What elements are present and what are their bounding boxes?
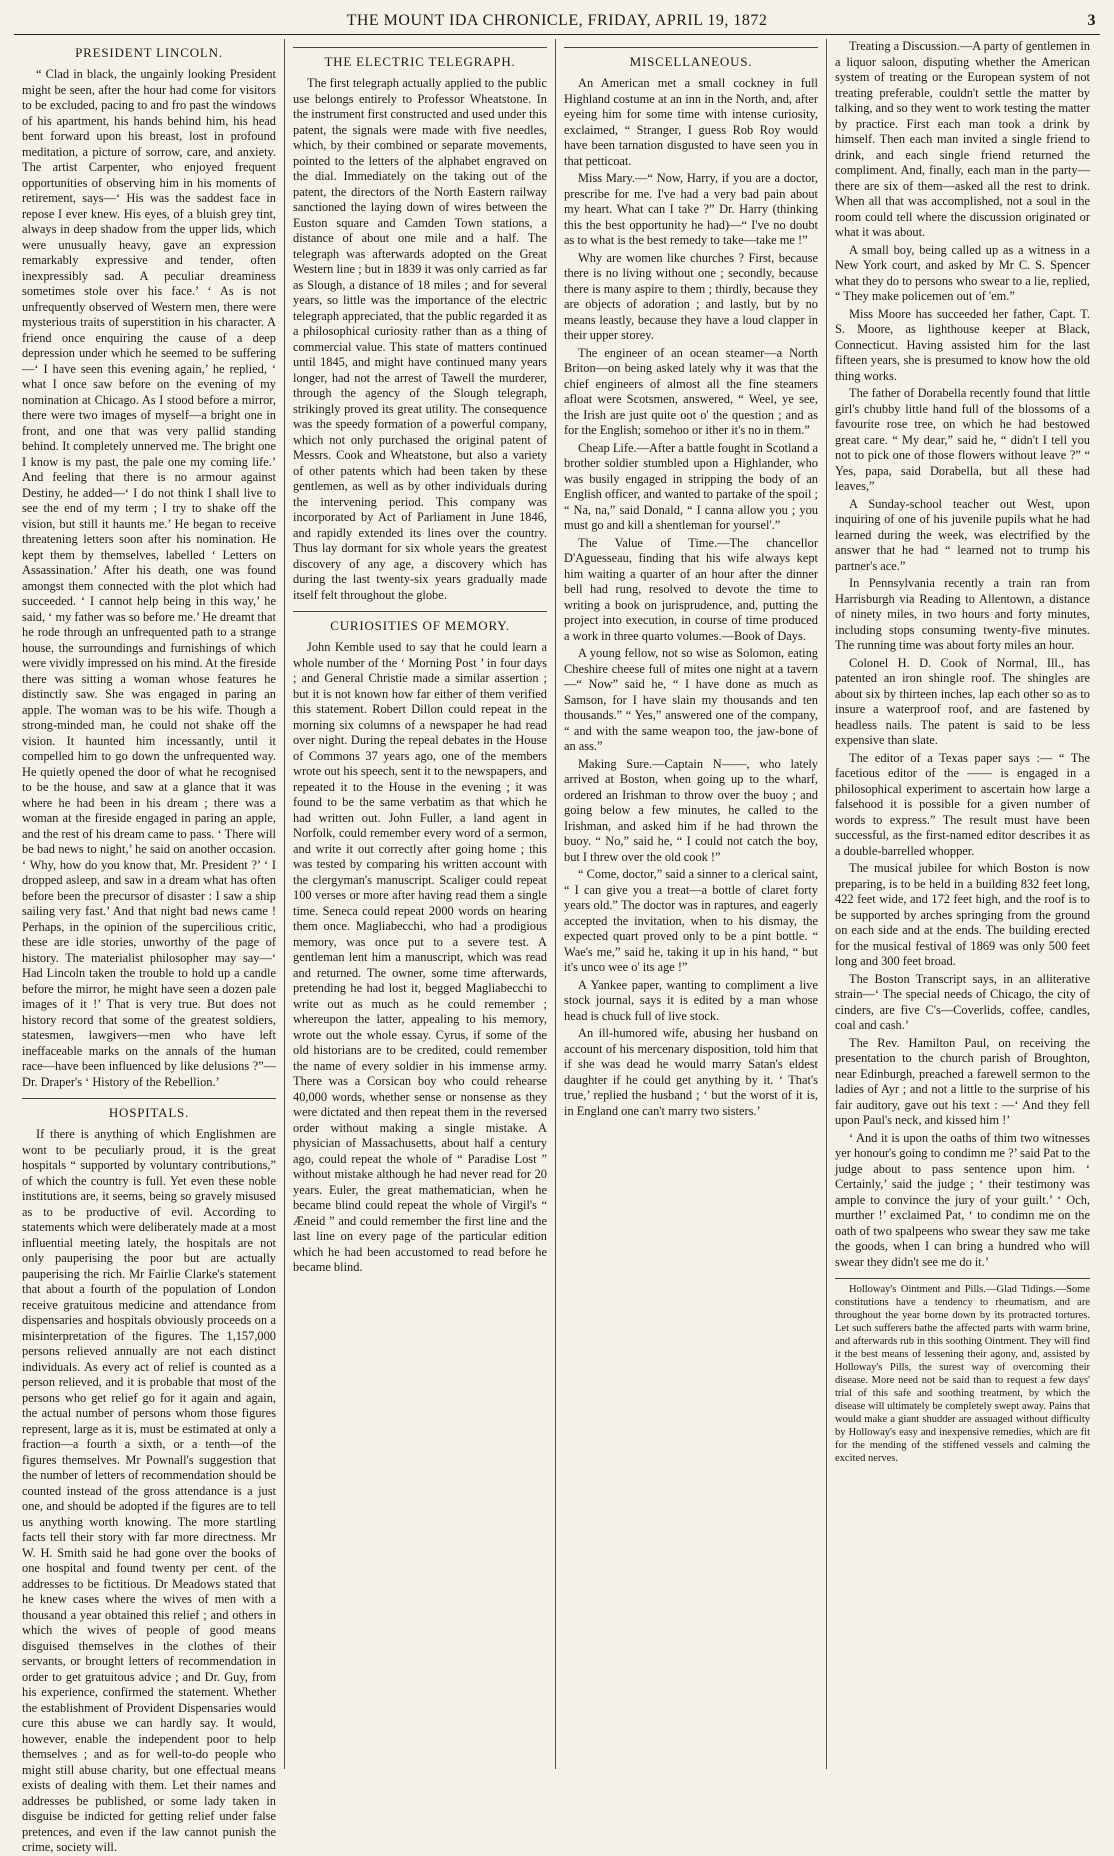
column-1 <box>14 39 285 1854</box>
misc-paragraph: Miss Mary.—“ Now, Harry, if you are a doctor, prescribe for me. I've had a very bad pain about my heart. What can I take ?” Dr. Harry (thinking this the best opportunity he had)—“ I've no doubt as to what is the best remedy to take—take me !” <box>564 171 818 247</box>
misc-paragraph: A small boy, being called up as a witness in a New York court, and asked by Mr C. S. Spencer what they do to persons who swear to a lie, replied, “ They make policemen out of 'em.” <box>835 242 1090 303</box>
misc-paragraph: The Rev. Hamilton Paul, on receiving the presentation to the church parish of Broughton, near Edinburgh, preached a farewell sermon to the ladies of Ayr ; and not a little to the surprise of his fair auditory, gave out his text : —‘ And they fell upon Paul's neck, and kissed him !’ <box>835 1035 1090 1127</box>
misc-paragraph: A Sunday-school teacher out West, upon inquiring of one of his juvenile pupils what he had learned during the week, was electrified by the answer that he had “ learned not to trump his partner's ace.” <box>835 496 1090 573</box>
misc-paragraph: Miss Moore has succeeded her father, Capt. T. S. Moore, as lighthouse keeper at Black, Connecticut. Having assisted him for the last fifteen years, she is presumed to know how the old thing works. <box>835 306 1090 383</box>
column-3 <box>556 39 827 1769</box>
masthead <box>14 6 1100 35</box>
misc-paragraph: The musical jubilee for which Boston is now preparing, is to be held in a building 832 feet long, 422 feet wide, and 172 feet high, and the roof is to be supported by arches springing from the ground on each side and at the ends. The building erected for the musical festival of 1869 was only 500 feet long and 300 feet broad. <box>835 861 1090 968</box>
column-4 <box>827 39 1098 1769</box>
misc-paragraph: “ Come, doctor,” said a sinner to a clerical saint, “ I can give you a treat—a bottle of claret forty years old.” The doctor was in raptures, and eagerly accepted the invitation, when to his dismay, the expected quart proved only to be a pint bottle. “ Wae's me,” said he, taking it up in his hand, “ but it's unco wee o' its age !” <box>564 867 818 974</box>
misc-paragraph: Why are women like churches ? First, because there is no living without one ; secondly, because there is many aspire to them ; thirdly, because they are objects of adoration ; and lastly, but by no means leastly, because they have a loud clapper in their upper storey. <box>564 250 818 342</box>
column-2 <box>285 39 556 1769</box>
misc-paragraph: A Yankee paper, wanting to compliment a live stock journal, says it is edited by a man whose head is chuck full of live stock. <box>564 977 818 1023</box>
telegraph-paragraph: The first telegraph actually applied to the public use belongs entirely to Professor Wheatstone. In the instrument first constructed and used under this patent, the signals were made with five needles, which, by their combined or separate movements, pointed to the letters of the alphabet engraved on the dial. Immediately on the taking out of the patent, the directors of the North Eastern railway sanctioned the laying down of wires between the Euston square and Camden Town stations, a distance of about one mile and a half. The telegraph was afterwards adopted on the Great Western line ; but in 1839 it was only carried as far as Slough, a distance of 18 miles ; and for several years, so little was the importance of the electric telegraph appreciated, that the public regarded it as a philosophical curiosity rather than as a thing of commercial value. This state of matters continued until 1845, and might have continued many years longer, had not the arrest of Tawell the murderer, through the agency of the Slough telegraph, strikingly proved its great utility. The consequence was the speedy formation of a powerful company, which not only purchased the original patent of Messrs. Cook and Wheatstone, but also a variety of other patents which had been taken by these gentlemen, as well as by other individuals during the intervening period. This company was incorporated by Act of Parliament in June 1846, and rapidly extended its lines over the country. Thus lay dormant for six whole years the greatest discovery of any age, a discovery which has during the last twenty-six years gradually made itself felt throughout the globe. <box>293 76 547 602</box>
misc-paragraph: ‘ And it is upon the oaths of thim two witnesses yer honour's going to condimn me ?’ said Pat to the judge about to pass sentence upon him. ‘ Certainly,’ said the judge ; ‘ their testimony was ample to convince the jury of your guilt.’ ‘ Och, murther !’ exclaimed Pat, ‘ to condimn me on the oath of two spalpeens who swear they saw me take the goods, when I can bring a hundred who will swear they didn't see me do it.’ <box>835 1130 1090 1269</box>
columns <box>14 39 1100 1854</box>
misc-paragraph: Colonel H. D. Cook of Normal, Ill., has patented an iron shingle roof. The shingles are about six by thirteen inches, lap each other so as to insure a waterproof roof, and are fastened by headless nails. The patent is said to be less expensive than slate. <box>835 655 1090 747</box>
hospitals-paragraph: If there is anything of which Englishmen are wont to be peculiarly proud, it is the great hospitals “ supported by voluntary contributions,” of which the country is full. Yet even these noble institutions are, it seems, being so gravely misused as to be productive of evil. According to statements which were deliberately made at a most influential meeting lately, the hospitals are not only pauperising the poor but are actually pauperising the rich. Mr Fairlie Clarke's statement that about a fourth of the population of London receive gratuitous medicine and attendance from dispensaries and hospitals obviously proceeds on a misinterpretation of the figures. The 1,157,000 persons relieved annually are not each distinct individuals. As every act of relief is counted as a person relieved, and it is probable that most of the persons who get relief go for it again and again, the actual number of persons whom those figures represent, large as it is, must be estimated at only a fraction—a fourth a sixth, or a tenth—of the figures themselves. Mr Pownall's suggestion that the number of letters of recommendation should be counted instead of the gross attendance is a just one, and should be adopted if the figures are to tell us anything worth knowing. The more startling facts tell their story with far more directness. Mr W. H. Smith said he had gone over the books of one hospital and found twenty per cent. of the addresses to be fictitious. Dr Meadows stated that he knew cases where the wives of men with a thousand a year obtained this relief ; and others in which the wives of people of good means disguised themselves in the clothes of their servants, or brought letters of recommendation in order to get gratuitous advice ; and Dr. Guy, from his experience, confirmed the statement. Whether the establishment of Provident Dispensaries would cure this abuse we can hardly say. It would, however, enable the independent poor to help themselves ; and as for well-to-do people who might still abuse charity, but one effectual means exists of dealing with them. Let their names and addresses be published, or some lady taken in disguise be indicted for getting relief under false pretences, and even if the law cannot punish the crime, society will. <box>22 1127 276 1854</box>
misc-paragraph: Making Sure.—Captain N——, who lately arrived at Boston, when going up to the wharf, ordered an Irishman to throw over the buoy ; and going below a few minutes, he called to the Irishman, and asked him if he had thrown the buoy. “ No,” said he, “ I could not catch the boy, but I threw over the old cook !” <box>564 756 818 864</box>
misc-paragraph: The father of Dorabella recently found that little girl's chubby little hand full of the blossoms of a favourite rose tree, on which he had bestowed great care. “ My dear,” said he, “ didn't I tell you not to pick one of those flowers without leave ?” “ Yes, papa, said Dorabella, but all these had leaves,” <box>835 386 1090 493</box>
holloway-advertisement <box>835 1278 1090 1465</box>
page-number: 3 <box>1087 12 1096 29</box>
divider <box>564 47 818 48</box>
misc-paragraph: Cheap Life.—After a battle fought in Scotland a brother soldier stumbled upon a Highlander, who was busily engaged in stripping the body of an English officer, and wanted to partake of the spoil ; “ Na, na,” said Donald, “ I canna allow you ; you must go and kill a shentleman for yoursel'.” <box>564 440 818 532</box>
advertisement-text: Holloway's Ointment and Pills.—Glad Tidings.—Some constitutions have a tendency to rheumatism, and are throughout the year borne down by its protracted tortures. Let such sufferers bathe the affected parts with warm brine, and afterwards rub in this soothing Ointment. They will find it the best means of lessening their agony, and, assisted by Holloway's Pills, the surest way of overcoming their disease. More need not be said than to request a few days' trial of this safe and soothing treatment, by which the disease will ultimately be completely swept away. Pains that would make a giant shudder are assuaged without difficulty by Holloway's easy and inexpensive remedies, which are fit for the mending of the stiffened vessels and calming the excited nerves. <box>835 1284 1090 1464</box>
misc-paragraph: Treating a Discussion.—A party of gentlemen in a liquor saloon, disputing whether the American system of treating or the European system of not treating preferable, couldn't settle the matter by talking, and so they went to work testing the matter by practice. First each man took a drink by himself. Then each man invited a single friend to drink, and each single friend returned the compliment. And, finally, each man in the party—there are six of them—asked all the rest to drink. When all that was accomplished, not a soul in the room could tell where the discussion originated or what it was about. <box>835 39 1090 239</box>
misc-paragraph: The engineer of an ocean steamer—a North Briton—on being asked lately why it was that the chief engineers of almost all the fine steamers afloat were Scotsmen, answered, “ Weel, ye see, the Irish are just quite oot o' the question ; and as for the English; somehoo or ither it's no in them.” <box>564 345 818 437</box>
newspaper-title: THE MOUNT IDA CHRONICLE, FRIDAY, APRIL 19, 1872 <box>346 12 768 29</box>
heading-hospitals: HOSPITALS. <box>108 1105 190 1120</box>
misc-paragraph: In Pennsylvania recently a train ran from Harrisburgh via Reading to Allentown, a distance of ninety miles, in two hours and forty minutes, including stops consuming twenty-five minutes. The running time was about forty miles an hour. <box>835 576 1090 652</box>
heading-telegraph: THE ELECTRIC TELEGRAPH. <box>324 54 516 69</box>
misc-paragraph: An American met a small cockney in full Highland costume at an inn in the North, and, after eyeing him for some time with intense curiosity, exclaimed, “ Stranger, I guess Rob Roy would have been tarnation disgusted to have seen you in that petticoat. <box>564 76 818 168</box>
misc-paragraph: The Value of Time.—The chancellor D'Aguesseau, finding that his wife always kept him waiting a quarter of an hour after the dinner bell had rung, resolved to devote the time to writing a book on jurisprudence, and, putting the project into execution, in course of time produced a work in three quarto volumes.—Book of Days. <box>564 535 818 643</box>
heading-memory: CURIOSITIES OF MEMORY. <box>330 618 510 633</box>
misc-paragraph: An ill-humored wife, abusing her husband on account of his mercenary disposition, told him that if she was dead he would marry Satan's eldest daughter if he could get anything by it. ‘ That's true,’ replied the husband ; ‘ but the worst of it is, in England one can't marry two sisters.’ <box>564 1026 818 1118</box>
misc-paragraph: A young fellow, not so wise as Solomon, eating Cheshire cheese full of mites one night at a tavern—“ Now” said he, “ I have done as much as Samson, for I have slain my thousands and ten thousands.” “ Yes,” answered one of the company, “ and with the same weapon too, the jaw-bone of an ass.” <box>564 646 818 753</box>
lincoln-paragraph: “ Clad in black, the ungainly looking President might be seen, after the hour had come for visitors to be excluded, pacing to and fro past the windows of his apartment, his hands behind him, his head bent forward upon his breast, lost in profound meditation, a picture of sorrow, care, and anxiety. The artist Carpenter, who enjoyed frequent opportunities of observing him in his moments of retirement, says—‘ His was the saddest face in repose I ever knew. His eyes, of a bluish grey tint, always in deep shadow from the upper lids, which were unusually heavy, gave an expression remarkably expressive and tender, often inexpressibly sad. A peculiar dreaminess sometimes stole over his face.’ ‘ As is not unfrequently observed of Western men, there were mysterious traits of superstition in his character. A friend once enquiring the cause of a deep depression under which he seemed to be suffering—‘ I have seen this evening again,’ he replied, ‘ what I once saw before on the evening of my nomination at Chicago. As I stood before a mirror, there were two images of myself—a bright one in front, and one that was very pallid standing behind. It completely unnerved me. The bright one I know is my past, the pale one my coming life.’ And feeling that there is no armour against Destiny, he added—‘ I do not think I shall live to see the end of my term ; I try to shake off the vision, but still it haunts me.’ He began to receive threatening letters soon after his nomination. He kept them by themselves, labelled ‘ Letters on Assassination.’ After his death, one was found amongst them connected with the plot which had succeeded. ‘ I cannot help being in this way,’ he said, ‘ my father was so before me.’ He dreamt that he rode through an unfrequented path to a strange house, the surroundings and furnishings of which were vividly impressed on his mind. At the fireside there was sitting a woman whose features he distinctly saw. She was engaged in paring an apple. The woman was to be his wife. Though a strong-minded man, he could not shake off the vision. It haunted him incessantly, until it compelled him to go down the unfrequented way. He quietly opened the door of what he recognised to be the house, and saw at a glance that it was where he had been in his dream ; there was a woman at the fireside engaged in paring an apple, and the rest of his dream came to pass. ‘ There will be bad news to night,’ he said on another occasion. ‘ Why, how do you know that, Mr. President ?’ ‘ I dropped asleep, and saw in a dream what has often before been the precursor of disaster : I saw a ship sailing very fast.’ And that night bad news came ! Perhaps, in the opinion of the supercilious critic, these are idle stories, unworthy of the page of history. The materialist philosopher may say—‘ Had Lincoln taken the trouble to hold up a candle before the mirror, he might have seen a dozen pale images of it !’ That is very true. But does not history record that some of the greatest soldiers, statesmen, lawgivers—men who have left ineffaceable marks on the annals of the human race—have been influenced by like delusions ?”—Dr. Draper's ‘ History of the Rebellion.’ <box>22 67 276 1089</box>
divider <box>293 47 547 48</box>
misc-paragraph: The editor of a Texas paper says :— “ The facetious editor of the —— is engaged in a philosophical experiment to ascertain how large a falsehood it is possible for a given number of words to express.” The result must have been successful, as the first-named editor describes it as a double-barrelled whopper. <box>835 750 1090 858</box>
memory-paragraph: John Kemble used to say that he could learn a whole number of the ‘ Morning Post ’ in four days ; and General Christie made a similar assertion ; but it is not known how far either of them verified this statement. Robert Dillon could repeat in the morning six columns of a newspaper he had read over night. During the repeal debates in the House of Commons 37 years ago, one of the members wrote out his speech, sent it to the newspapers, and repeated it to the House in the evening ; it was found to be the same verbatim as that which he had written out. John Fuller, a land agent in Norfolk, could remember every word of a sermon, and write it out correctly after going home ; this was tested by comparing his written account with the clergyman's manuscript. Scaliger could repeat 100 verses or more after having read them a single time. Seneca could repeat 2000 words on hearing them once. Magliabecchi, who had a prodigious memory, was once put to a severe test. A gentleman lent him a manuscript, which was read and returned. The owner, some time afterwards, pretending he had lost it, begged Magliabecchi to write out as much as he could remember ; whereupon the latter, appealing to his memory, wrote out the whole essay. Cyrus, if some of the old historians are to be credited, could remember the name of every soldier in his immense army. There was a Corsican boy who could rehearse 40,000 words, whether sense or nonsense as they were dictated and then repeat them in the reversed order without making a single mistake. A physician of Massachusetts, about half a century ago, could repeat the whole of “ Paradise Lost ” without mistake although he had never read for 20 years. Euler, the great mathematician, when he became blind could repeat the whole of Virgil's “ Æneid ” and could remember the first line and the last line on every page of the particular edition which he had been accustomed to read before he became blind. <box>293 640 547 1274</box>
misc-paragraph: The Boston Transcript says, in an alliterative strain—‘ The special needs of Chicago, the city of cinders, are five C's—Coverlids, coffee, candles, coal and cash.’ <box>835 971 1090 1032</box>
divider <box>22 1098 276 1099</box>
divider <box>293 611 547 612</box>
heading-miscellaneous: MISCELLANEOUS. <box>629 54 753 69</box>
heading-lincoln: PRESIDENT LINCOLN. <box>75 45 223 60</box>
